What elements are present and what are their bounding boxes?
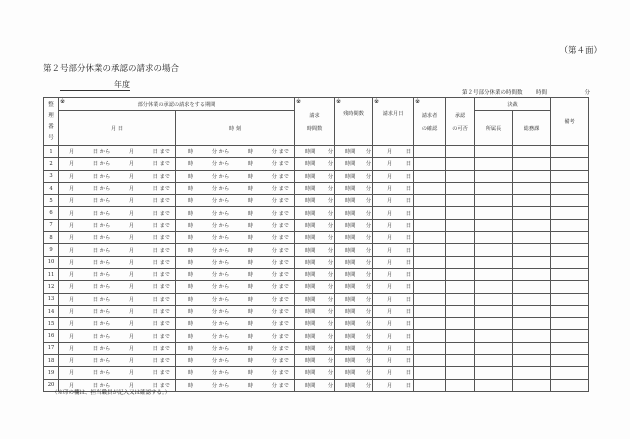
general-affairs-cell[interactable] <box>513 207 551 219</box>
requested-hours-cell[interactable]: 時間 分 <box>295 281 335 293</box>
requested-hours-cell[interactable]: 時間 分 <box>295 305 335 317</box>
time-range-cell[interactable]: 時 分 から 時 分 まで <box>176 170 295 182</box>
row-number: 2 <box>44 158 59 170</box>
remaining-hours-cell[interactable]: 時間 分 <box>335 207 373 219</box>
approval-cell[interactable] <box>446 207 475 219</box>
requester-confirm-cell[interactable] <box>414 268 446 280</box>
request-date-cell[interactable]: 月 日 <box>373 355 414 367</box>
date-range-cell[interactable]: 月 日 から 月 日 まで <box>59 318 176 330</box>
requested-hours-cell[interactable]: 時間 分 <box>295 293 335 305</box>
table-row <box>44 305 589 317</box>
dept-head-cell[interactable] <box>475 256 513 268</box>
requested-hours-cell[interactable]: 時間 分 <box>295 342 335 354</box>
dept-head-cell[interactable] <box>475 146 513 158</box>
row-number: 20 <box>44 379 59 391</box>
requested-hours-cell[interactable]: 時間 分 <box>295 318 335 330</box>
approval-cell[interactable] <box>446 355 475 367</box>
time-range-cell[interactable]: 時 分 から 時 分 まで <box>176 305 295 317</box>
remarks-cell[interactable] <box>551 219 589 231</box>
time-range-cell[interactable]: 時 分 から 時 分 まで <box>176 268 295 280</box>
requested-hours-cell[interactable]: 時間 分 <box>295 379 335 391</box>
time-range-cell[interactable]: 時 分 から 時 分 まで <box>176 219 295 231</box>
fiscal-year-field[interactable]: 年度 <box>60 80 130 91</box>
table-row <box>44 146 589 158</box>
decision-header: 決裁 <box>475 98 551 111</box>
approval-cell[interactable] <box>446 158 475 170</box>
request-date-cell[interactable]: 月 日 <box>373 207 414 219</box>
remarks-cell[interactable] <box>551 281 589 293</box>
dept-head-cell[interactable] <box>475 207 513 219</box>
dept-head-cell[interactable] <box>475 305 513 317</box>
requested-hours-cell[interactable]: 時間 分 <box>295 170 335 182</box>
request-date-cell[interactable]: 月 日 <box>373 170 414 182</box>
approval-cell[interactable] <box>446 367 475 379</box>
requested-hours-cell[interactable]: 時間 分 <box>295 146 335 158</box>
approval-cell[interactable] <box>446 318 475 330</box>
remarks-cell[interactable] <box>551 232 589 244</box>
time-range-cell[interactable]: 時 分 から 時 分 まで <box>176 342 295 354</box>
request-date-cell[interactable]: 月 日 <box>373 305 414 317</box>
table-row <box>44 158 589 170</box>
dept-head-cell[interactable] <box>475 342 513 354</box>
general-affairs-cell[interactable] <box>513 318 551 330</box>
time-range-cell[interactable]: 時 分 から 時 分 まで <box>176 232 295 244</box>
date-range-cell[interactable]: 月 日 から 月 日 まで <box>59 281 176 293</box>
remarks-cell[interactable] <box>551 170 589 182</box>
row-number: 4 <box>44 182 59 194</box>
approval-header: 承認 の可否 <box>446 98 475 146</box>
request-date-cell[interactable]: 月 日 <box>373 219 414 231</box>
number-header: 整 理 番 号 <box>44 98 59 146</box>
dept-head-cell[interactable] <box>475 182 513 194</box>
time-range-cell[interactable]: 時 分 から 時 分 まで <box>176 256 295 268</box>
general-affairs-cell[interactable] <box>513 293 551 305</box>
time-range-cell[interactable]: 時 分 から 時 分 まで <box>176 195 295 207</box>
date-range-cell[interactable]: 月 日 から 月 日 まで <box>59 330 176 342</box>
table-row <box>44 268 589 280</box>
request-date-cell[interactable]: 月 日 <box>373 158 414 170</box>
row-number: 1 <box>44 146 59 158</box>
remarks-cell[interactable] <box>551 158 589 170</box>
table-row <box>44 219 589 231</box>
general-affairs-cell[interactable] <box>513 219 551 231</box>
request-date-header: ※ 請求月日 <box>373 98 414 146</box>
table-row <box>44 256 589 268</box>
remaining-hours-cell[interactable]: 時間 分 <box>335 293 373 305</box>
remaining-hours-cell[interactable]: 時間 分 <box>335 268 373 280</box>
remaining-hours-cell[interactable]: 時間 分 <box>335 182 373 194</box>
requested-hours-header: ※ 請求 時間数 <box>295 98 335 146</box>
dept-head-cell[interactable] <box>475 268 513 280</box>
approval-cell[interactable] <box>446 293 475 305</box>
table-body <box>44 146 589 392</box>
remaining-hours-cell[interactable]: 時間 分 <box>335 342 373 354</box>
requester-confirm-cell[interactable] <box>414 182 446 194</box>
period-group-header: ※ 部分休業の承認の請求をする期間 <box>59 98 295 111</box>
total-hours-line <box>462 88 590 96</box>
general-affairs-cell[interactable] <box>513 256 551 268</box>
remaining-hours-cell[interactable]: 時間 分 <box>335 318 373 330</box>
remaining-hours-cell[interactable]: 時間 分 <box>335 355 373 367</box>
form-title: 第２号部分休業の承認の請求の場合 <box>43 64 180 74</box>
row-number: 8 <box>44 232 59 244</box>
request-date-cell[interactable]: 月 日 <box>373 232 414 244</box>
remaining-hours-cell[interactable]: 時間 分 <box>335 146 373 158</box>
page-number: （第４面） <box>559 46 602 56</box>
requested-hours-cell[interactable]: 時間 分 <box>295 256 335 268</box>
table-row <box>44 342 589 354</box>
general-affairs-cell[interactable] <box>513 158 551 170</box>
general-affairs-cell[interactable] <box>513 244 551 256</box>
remarks-cell[interactable] <box>551 293 589 305</box>
time-header: 時 刻 <box>176 111 295 146</box>
general-affairs-cell[interactable] <box>513 330 551 342</box>
remarks-cell[interactable] <box>551 244 589 256</box>
time-range-cell[interactable]: 時 分 から 時 分 まで <box>176 379 295 391</box>
requested-hours-cell[interactable]: 時間 分 <box>295 268 335 280</box>
requested-hours-cell[interactable]: 時間 分 <box>295 232 335 244</box>
requested-hours-cell[interactable]: 時間 分 <box>295 182 335 194</box>
row-number: 15 <box>44 318 59 330</box>
remaining-hours-cell[interactable]: 時間 分 <box>335 232 373 244</box>
row-number: 5 <box>44 195 59 207</box>
footnote: （※印の欄は、担当職員が記入又は確認する。） <box>52 390 171 396</box>
row-number: 12 <box>44 281 59 293</box>
time-range-cell[interactable]: 時 分 から 時 分 まで <box>176 355 295 367</box>
row-number: 17 <box>44 342 59 354</box>
approval-cell[interactable] <box>446 219 475 231</box>
remaining-hours-cell[interactable]: 時間 分 <box>335 170 373 182</box>
dept-head-cell[interactable] <box>475 219 513 231</box>
general-affairs-header: 総務課 <box>513 111 551 146</box>
dept-head-cell[interactable] <box>475 158 513 170</box>
remarks-header: 備考 <box>551 98 589 146</box>
dept-head-cell[interactable] <box>475 330 513 342</box>
requester-confirm-cell[interactable] <box>414 244 446 256</box>
requested-hours-cell[interactable]: 時間 分 <box>295 207 335 219</box>
requester-confirm-cell[interactable] <box>414 219 446 231</box>
date-range-cell[interactable]: 月 日 から 月 日 まで <box>59 158 176 170</box>
date-range-cell[interactable]: 月 日 から 月 日 まで <box>59 268 176 280</box>
request-date-cell[interactable]: 月 日 <box>373 268 414 280</box>
approval-cell[interactable] <box>446 232 475 244</box>
general-affairs-cell[interactable] <box>513 355 551 367</box>
approval-cell[interactable] <box>446 182 475 194</box>
date-range-cell[interactable]: 月 日 から 月 日 まで <box>59 355 176 367</box>
table-row <box>44 330 589 342</box>
request-date-cell[interactable]: 月 日 <box>373 146 414 158</box>
remarks-cell[interactable] <box>551 318 589 330</box>
row-number: 3 <box>44 170 59 182</box>
date-range-cell[interactable]: 月 日 から 月 日 まで <box>59 146 176 158</box>
remarks-cell[interactable] <box>551 355 589 367</box>
general-affairs-cell[interactable] <box>513 367 551 379</box>
date-range-cell[interactable]: 月 日 から 月 日 まで <box>59 207 176 219</box>
remaining-hours-cell[interactable]: 時間 分 <box>335 219 373 231</box>
table-row <box>44 367 589 379</box>
row-number: 14 <box>44 305 59 317</box>
row-number: 7 <box>44 219 59 231</box>
row-number: 19 <box>44 367 59 379</box>
remarks-cell[interactable] <box>551 367 589 379</box>
total-hours-hour-unit[interactable]: 時間 <box>536 90 548 96</box>
requester-confirm-cell[interactable] <box>414 355 446 367</box>
request-date-cell[interactable]: 月 日 <box>373 281 414 293</box>
requester-confirm-cell[interactable] <box>414 146 446 158</box>
requester-confirm-cell[interactable] <box>414 256 446 268</box>
requester-confirm-cell[interactable] <box>414 170 446 182</box>
requester-confirm-cell[interactable] <box>414 293 446 305</box>
remarks-cell[interactable] <box>551 256 589 268</box>
remarks-cell[interactable] <box>551 182 589 194</box>
time-range-cell[interactable]: 時 分 から 時 分 まで <box>176 367 295 379</box>
table-row <box>44 355 589 367</box>
general-affairs-cell[interactable] <box>513 146 551 158</box>
requester-confirm-cell[interactable] <box>414 281 446 293</box>
general-affairs-cell[interactable] <box>513 268 551 280</box>
table-row <box>44 207 589 219</box>
approval-cell[interactable] <box>446 281 475 293</box>
general-affairs-cell[interactable] <box>513 342 551 354</box>
approval-cell[interactable] <box>446 342 475 354</box>
approval-cell[interactable] <box>446 268 475 280</box>
date-range-cell[interactable]: 月 日 から 月 日 まで <box>59 379 176 391</box>
request-date-cell[interactable]: 月 日 <box>373 256 414 268</box>
request-date-cell[interactable]: 月 日 <box>373 195 414 207</box>
remaining-hours-cell[interactable]: 時間 分 <box>335 244 373 256</box>
table-row <box>44 195 589 207</box>
remarks-cell[interactable] <box>551 342 589 354</box>
date-range-cell[interactable]: 月 日 から 月 日 まで <box>59 170 176 182</box>
request-date-cell[interactable]: 月 日 <box>373 330 414 342</box>
dept-head-cell[interactable] <box>475 232 513 244</box>
time-range-cell[interactable]: 時 分 から 時 分 まで <box>176 318 295 330</box>
time-range-cell[interactable]: 時 分 から 時 分 まで <box>176 244 295 256</box>
dept-head-cell[interactable] <box>475 318 513 330</box>
remaining-hours-cell[interactable]: 時間 分 <box>335 256 373 268</box>
requested-hours-cell[interactable]: 時間 分 <box>295 244 335 256</box>
general-affairs-cell[interactable] <box>513 305 551 317</box>
dept-head-header: 所属長 <box>475 111 513 146</box>
time-range-cell[interactable]: 時 分 から 時 分 まで <box>176 158 295 170</box>
date-range-cell[interactable]: 月 日 から 月 日 まで <box>59 195 176 207</box>
approval-cell[interactable] <box>446 146 475 158</box>
remarks-cell[interactable] <box>551 379 589 391</box>
remarks-cell[interactable] <box>551 195 589 207</box>
remarks-cell[interactable] <box>551 146 589 158</box>
requester-confirm-cell[interactable] <box>414 158 446 170</box>
row-number: 9 <box>44 244 59 256</box>
total-hours-label: 第２号部分休業の時間数 <box>462 90 523 96</box>
time-range-cell[interactable]: 時 分 から 時 分 まで <box>176 281 295 293</box>
date-range-cell[interactable]: 月 日 から 月 日 まで <box>59 293 176 305</box>
request-date-cell[interactable]: 月 日 <box>373 318 414 330</box>
requested-hours-cell[interactable]: 時間 分 <box>295 158 335 170</box>
requested-hours-cell[interactable]: 時間 分 <box>295 219 335 231</box>
staff-mark: ※ <box>60 98 66 105</box>
total-hours-minute-unit[interactable]: 分 <box>584 90 590 96</box>
dept-head-cell[interactable] <box>475 367 513 379</box>
requester-confirm-cell[interactable] <box>414 207 446 219</box>
remarks-cell[interactable] <box>551 305 589 317</box>
date-range-cell[interactable]: 月 日 から 月 日 まで <box>59 232 176 244</box>
dept-head-cell[interactable] <box>475 195 513 207</box>
approval-cell[interactable] <box>446 244 475 256</box>
requested-hours-cell[interactable]: 時間 分 <box>295 330 335 342</box>
remaining-hours-cell[interactable]: 時間 分 <box>335 379 373 391</box>
requester-confirm-cell[interactable] <box>414 195 446 207</box>
request-date-cell[interactable]: 月 日 <box>373 379 414 391</box>
row-number: 13 <box>44 293 59 305</box>
remarks-cell[interactable] <box>551 330 589 342</box>
request-date-cell[interactable]: 月 日 <box>373 367 414 379</box>
general-affairs-cell[interactable] <box>513 232 551 244</box>
requester-confirm-cell[interactable] <box>414 318 446 330</box>
dept-head-cell[interactable] <box>475 244 513 256</box>
request-date-cell[interactable]: 月 日 <box>373 342 414 354</box>
table-row <box>44 170 589 182</box>
table-row <box>44 232 589 244</box>
requester-confirm-header: ※ 請求者 の確認 <box>414 98 446 146</box>
approval-cell[interactable] <box>446 379 475 391</box>
requested-hours-cell[interactable]: 時間 分 <box>295 195 335 207</box>
date-range-cell[interactable]: 月 日 から 月 日 まで <box>59 244 176 256</box>
date-range-cell[interactable]: 月 日 から 月 日 まで <box>59 305 176 317</box>
request-date-cell[interactable]: 月 日 <box>373 244 414 256</box>
approval-cell[interactable] <box>446 170 475 182</box>
row-number: 11 <box>44 268 59 280</box>
remarks-cell[interactable] <box>551 207 589 219</box>
date-range-cell[interactable]: 月 日 から 月 日 まで <box>59 367 176 379</box>
request-date-cell[interactable]: 月 日 <box>373 293 414 305</box>
requester-confirm-cell[interactable] <box>414 305 446 317</box>
time-range-cell[interactable]: 時 分 から 時 分 まで <box>176 330 295 342</box>
requester-confirm-cell[interactable] <box>414 367 446 379</box>
remaining-hours-cell[interactable]: 時間 分 <box>335 158 373 170</box>
date-range-cell[interactable]: 月 日 から 月 日 まで <box>59 182 176 194</box>
request-table <box>43 97 589 392</box>
time-range-cell[interactable]: 時 分 から 時 分 まで <box>176 293 295 305</box>
general-affairs-cell[interactable] <box>513 170 551 182</box>
remaining-hours-cell[interactable]: 時間 分 <box>335 367 373 379</box>
remaining-hours-cell[interactable]: 時間 分 <box>335 305 373 317</box>
table-row <box>44 244 589 256</box>
request-date-cell[interactable]: 月 日 <box>373 182 414 194</box>
requester-confirm-cell[interactable] <box>414 232 446 244</box>
general-affairs-cell[interactable] <box>513 281 551 293</box>
dept-head-cell[interactable] <box>475 281 513 293</box>
requested-hours-cell[interactable]: 時間 分 <box>295 367 335 379</box>
time-range-cell[interactable]: 時 分 から 時 分 まで <box>176 207 295 219</box>
dept-head-cell[interactable] <box>475 355 513 367</box>
approval-cell[interactable] <box>446 305 475 317</box>
dept-head-cell[interactable] <box>475 170 513 182</box>
date-range-cell[interactable]: 月 日 から 月 日 まで <box>59 219 176 231</box>
approval-cell[interactable] <box>446 256 475 268</box>
remaining-hours-cell[interactable]: 時間 分 <box>335 330 373 342</box>
remaining-hours-cell[interactable]: 時間 分 <box>335 195 373 207</box>
approval-cell[interactable] <box>446 330 475 342</box>
table-row <box>44 281 589 293</box>
remaining-hours-header: ※ 残時間数 <box>335 98 373 146</box>
approval-cell[interactable] <box>446 195 475 207</box>
date-range-cell[interactable]: 月 日 から 月 日 まで <box>59 342 176 354</box>
date-range-cell[interactable]: 月 日 から 月 日 まで <box>59 256 176 268</box>
dept-head-cell[interactable] <box>475 293 513 305</box>
date-header: 月 日 <box>59 111 176 146</box>
general-affairs-cell[interactable] <box>513 182 551 194</box>
time-range-cell[interactable]: 時 分 から 時 分 まで <box>176 146 295 158</box>
row-number: 6 <box>44 207 59 219</box>
row-number: 10 <box>44 256 59 268</box>
general-affairs-cell[interactable] <box>513 379 551 391</box>
time-range-cell[interactable]: 時 分 から 時 分 まで <box>176 182 295 194</box>
requested-hours-cell[interactable]: 時間 分 <box>295 355 335 367</box>
row-number: 18 <box>44 355 59 367</box>
requester-confirm-cell[interactable] <box>414 342 446 354</box>
requester-confirm-cell[interactable] <box>414 330 446 342</box>
dept-head-cell[interactable] <box>475 379 513 391</box>
table-row <box>44 293 589 305</box>
row-number: 16 <box>44 330 59 342</box>
remaining-hours-cell[interactable]: 時間 分 <box>335 281 373 293</box>
table-row <box>44 182 589 194</box>
requester-confirm-cell[interactable] <box>414 379 446 391</box>
remarks-cell[interactable] <box>551 268 589 280</box>
general-affairs-cell[interactable] <box>513 195 551 207</box>
table-row <box>44 318 589 330</box>
